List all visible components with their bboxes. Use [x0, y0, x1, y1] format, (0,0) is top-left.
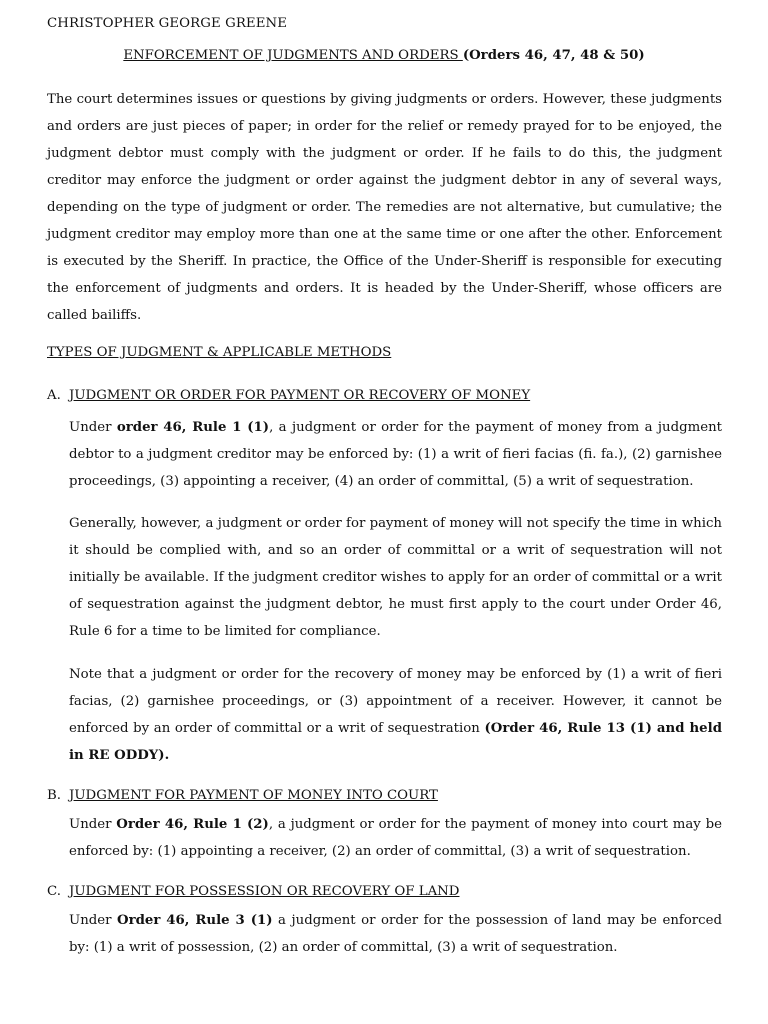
- document-title: [0, 48, 768, 63]
- section-a-label: JUDGMENT OR ORDER FOR PAYMENT OR RECOVERY OF MONEY: [69, 388, 531, 403]
- section-a-p3-text: Note that a judgment or order for the recovery of money may be enforced by (1) a writ of fieri facias, (2) garnishee proceedings, or (3) appointment of a receiver. However, it cannot be enforced by an order of committal or a writ of sequestration: [69, 667, 722, 736]
- section-b-label: JUDGMENT FOR PAYMENT OF MONEY INTO COURT: [69, 788, 438, 803]
- section-b-p1-citation: Order 46, Rule 1 (2): [116, 817, 269, 832]
- section-a-p1-text: Under: [69, 420, 117, 435]
- section-b-heading: [47, 788, 438, 803]
- section-a-p1-citation: order 46, Rule 1 (1): [116, 420, 270, 435]
- section-a-heading: [47, 388, 530, 403]
- section-b-letter: B.: [47, 788, 61, 803]
- section-a-paragraph-1: [69, 414, 722, 495]
- section-c-p1-text: Under: [69, 913, 118, 928]
- section-a-paragraph-2: Generally, however, a judgment or order for payment of money will not specify the time in which it should be complied with, and so an order of committal or a writ of sequestration will not initially be available. If the judgment creditor wishes to apply for an order of committal or a writ of sequestration against the judgment debtor, he must first apply to the court under Order 46, Rule 6 for a time to be limited for compliance.: [69, 516, 722, 639]
- section-b-p1-text-rest: , a judgment or order for the payment of money into court may be enforced by: (1) appointing a receiver, (2) an order of committal, (3) a writ of sequestration.: [69, 817, 722, 859]
- author-name: CHRISTOPHER GEORGE GREENE: [47, 16, 288, 31]
- section-b-p1-text: Under: [69, 817, 117, 832]
- section-a-paragraph-3: [69, 661, 722, 769]
- section-c-heading: [47, 884, 459, 899]
- title-orders-ref: (Orders 46, 47, 48 & 50): [462, 48, 645, 63]
- section-c-letter: C.: [47, 884, 61, 899]
- section-a-p3-citation: (Order 46, Rule 13 (1) and held in RE ODDY).: [69, 721, 722, 763]
- section-c-label: JUDGMENT FOR POSSESSION OR RECOVERY OF LAND: [69, 884, 460, 899]
- section-c-p1-citation: Order 46, Rule 3 (1): [117, 913, 273, 928]
- section-a-p1-text-rest: , a judgment or order for the payment of money from a judgment debtor to a judgment creditor may be enforced by: (1) a writ of fieri facias (fi. fa.), (2) garnishee proceedings, (3) appointing a receiver, (4) an order of committal, (5) a writ of sequestration.: [69, 420, 723, 489]
- title-text: ENFORCEMENT OF JUDGMENTS AND ORDERS: [123, 48, 463, 63]
- types-heading: TYPES OF JUDGMENT & APPLICABLE METHODS: [47, 345, 392, 360]
- section-a-letter: A.: [47, 388, 61, 403]
- section-c-paragraph-1: [69, 907, 722, 961]
- section-b-paragraph-1: [69, 811, 722, 865]
- intro-paragraph: The court determines issues or questions by giving judgments or orders. However, these judgments and orders are just pieces of paper; in order for the relief or remedy prayed for to be enjoyed, the judgment debtor must comply with the judgment or order. If he fails to do this, the judgment creditor may enforce the judgment or order against the judgment debtor in any of several ways, depending on the type of judgment or order. The remedies are not alternative, but cumulative; the judgment creditor may employ more than one at the same time or one after the other. Enforcement is executed by the Sheriff. In practice, the Office of the Under-Sheriff is responsible for executing the enforcement of judgments and orders. It is headed by the Under-Sheriff, whose officers are called bailiffs.: [47, 92, 722, 323]
- section-c-p1-text-rest: a judgment or order for the possession of land may be enforced by: (1) a writ of possession, (2) an order of committal, (3) a writ of sequestration.: [69, 913, 722, 955]
